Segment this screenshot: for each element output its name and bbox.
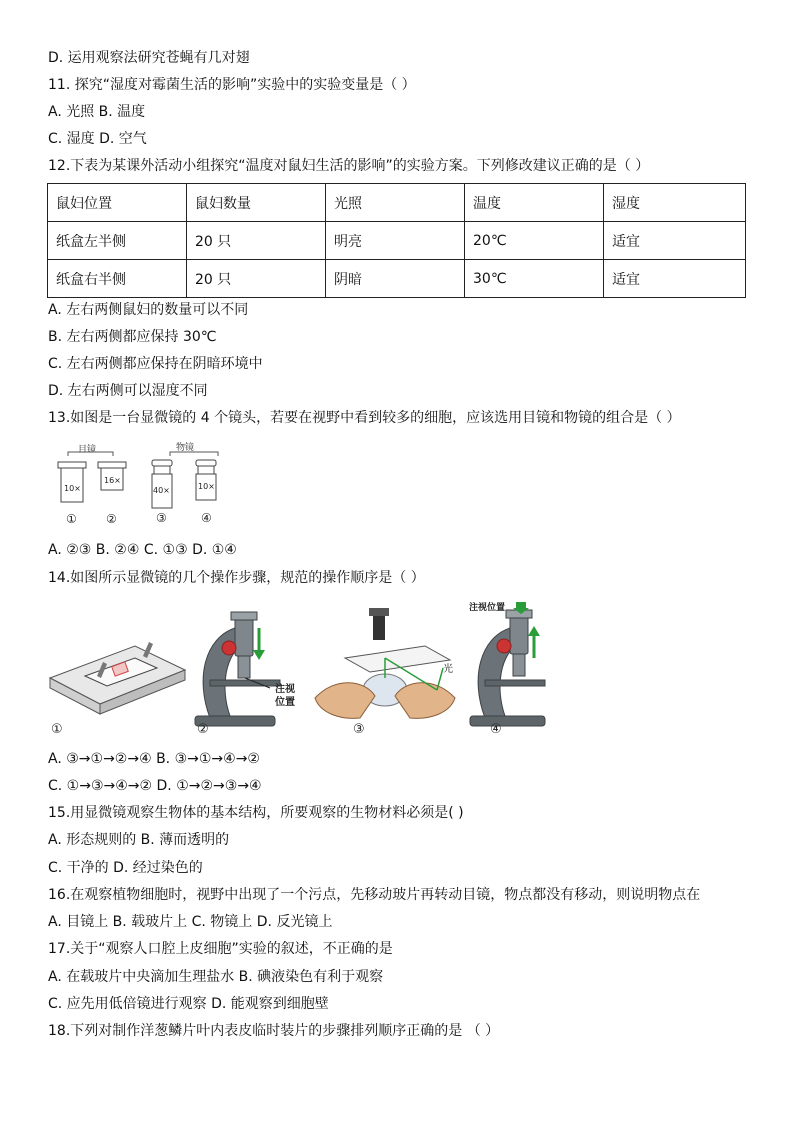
q14-options-ab: A. ③→①→②→④ B. ③→①→④→② xyxy=(48,751,260,767)
lens-2-magnification: 16× xyxy=(104,476,121,485)
experiment-table xyxy=(47,183,746,298)
table-cell: 20 只 xyxy=(187,222,326,260)
table-cell: 纸盒右半侧 xyxy=(48,260,187,298)
q12-option-b: B. 左右两侧都应保持 30℃ xyxy=(48,329,217,345)
step-1-drawing xyxy=(50,642,185,714)
lens-4-number: ④ xyxy=(201,511,212,525)
table-cell: 纸盒左半侧 xyxy=(48,222,187,260)
q11-options-cd: C. 湿度 D. 空气 xyxy=(48,131,147,147)
q11-options-ab: A. 光照 B. 温度 xyxy=(48,104,146,120)
table-cell: 20℃ xyxy=(465,222,604,260)
objective-title: 物镜 xyxy=(176,443,195,453)
table-cell: 鼠妇数量 xyxy=(187,184,326,222)
q14-options-cd: C. ①→③→④→② D. ①→②→③→④ xyxy=(48,778,262,794)
table-cell: 20 只 xyxy=(187,260,326,298)
microscope-drawings xyxy=(45,598,555,743)
lens-3-magnification: 40× xyxy=(153,486,170,495)
table-row xyxy=(48,260,746,298)
step-3-drawing xyxy=(315,608,455,718)
table-row xyxy=(48,222,746,260)
microscope-steps-figure xyxy=(45,598,555,743)
step-2-number: ② xyxy=(197,722,209,737)
q12-option-a: A. 左右两侧鼠妇的数量可以不同 xyxy=(48,302,249,318)
q16-options: A. 目镜上 B. 载玻片上 C. 物镜上 D. 反光镜上 xyxy=(48,914,333,930)
q15-stem: 15.用显微镜观察生物体的基本结构，所要观察的生物材料必须是( ) xyxy=(48,805,464,821)
table-cell: 明亮 xyxy=(326,222,465,260)
table-cell: 适宜 xyxy=(604,260,746,298)
table-cell: 湿度 xyxy=(604,184,746,222)
step-4-drawing xyxy=(470,602,545,726)
lens-4-magnification: 10× xyxy=(198,482,215,491)
step-4-number: ④ xyxy=(490,722,502,737)
step-2-drawing xyxy=(195,612,280,726)
light-label: 光 xyxy=(443,664,453,675)
lens-2-number: ② xyxy=(106,512,117,526)
table-cell: 适宜 xyxy=(604,222,746,260)
q12-stem: 12.下表为某课外活动小组探究“温度对鼠妇生活的影响”的实验方案。下列修改建议正确的是（ ） xyxy=(48,158,650,174)
table-cell: 温度 xyxy=(465,184,604,222)
eyepiece-title: 目镜 xyxy=(78,445,97,455)
lens-3-number: ③ xyxy=(156,511,167,525)
q10-option-d: D. 运用观察法研究苍蝇有几对翅 xyxy=(48,50,250,66)
table-cell: 光照 xyxy=(326,184,465,222)
q15-options-ab: A. 形态规则的 B. 薄而透明的 xyxy=(48,832,230,848)
q13-stem: 13.如图是一台显微镜的 4 个镜头，若要在视野中看到较多的细胞，应该选用目镜和物镜的组合是（ ） xyxy=(48,410,681,426)
q13-options: A. ②③ B. ②④ C. ①③ D. ①④ xyxy=(48,542,237,558)
q16-stem: 16.在观察植物细胞时，视野中出现了一个污点，先移动玻片再转动目镜，物点都没有移动，则说明物点在 xyxy=(48,887,701,903)
q11-stem: 11. 探究“湿度对霉菌生活的影响”实验中的实验变量是（ ） xyxy=(48,77,416,93)
table-cell: 30℃ xyxy=(465,260,604,298)
q12-option-c: C. 左右两侧都应保持在阴暗环境中 xyxy=(48,356,263,372)
q14-stem: 14.如图所示显微镜的几个操作步骤，规范的操作顺序是（ ） xyxy=(48,570,425,586)
lens-1-magnification: 10× xyxy=(64,484,81,493)
table-cell: 阴暗 xyxy=(326,260,465,298)
q17-options-ab: A. 在载玻片中央滴加生理盐水 B. 碘液染色有利于观察 xyxy=(48,969,384,985)
lens-1-number: ① xyxy=(66,512,77,526)
table-header-row xyxy=(48,184,746,222)
step-2-position-label: 位置 xyxy=(275,697,295,708)
table-cell: 鼠妇位置 xyxy=(48,184,187,222)
lens-figure xyxy=(48,440,248,530)
step-1-number: ① xyxy=(51,722,63,737)
q17-stem: 17.关于“观察人口腔上皮细胞”实验的叙述，不正确的是 xyxy=(48,941,393,957)
step-3-number: ③ xyxy=(353,722,365,737)
step-4-watch-label: 注视位置 xyxy=(469,603,506,613)
step-2-watch-label: 注视 xyxy=(275,684,295,695)
q18-stem: 18.下列对制作洋葱鳞片叶内表皮临时装片的步骤排列顺序正确的是 （ ） xyxy=(48,1023,500,1039)
q12-option-d: D. 左右两侧可以湿度不同 xyxy=(48,383,208,399)
q15-options-cd: C. 干净的 D. 经过染色的 xyxy=(48,860,203,876)
q17-options-cd: C. 应先用低倍镜进行观察 D. 能观察到细胞壁 xyxy=(48,996,329,1012)
